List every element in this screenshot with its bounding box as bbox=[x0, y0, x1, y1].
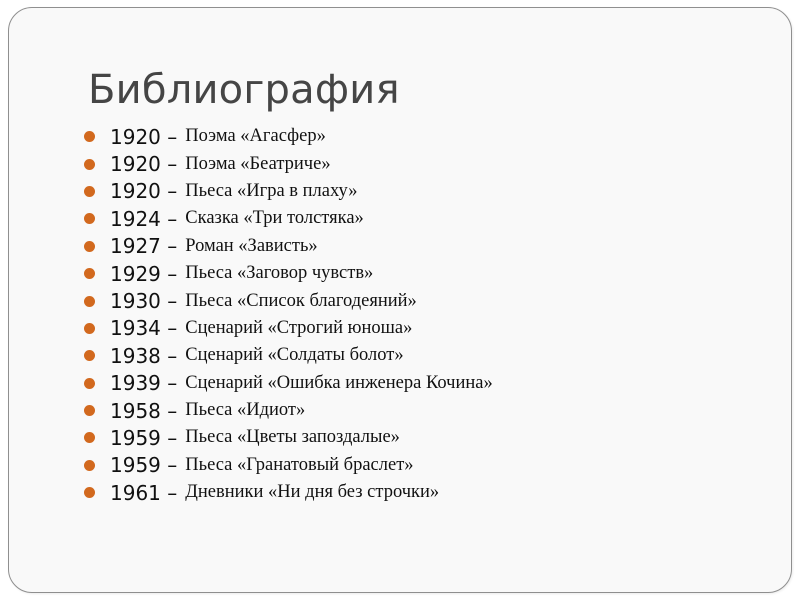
bullet-icon bbox=[84, 159, 95, 170]
bullet-icon bbox=[84, 432, 95, 443]
list-item bbox=[84, 342, 774, 369]
item-year: 1930 – bbox=[110, 289, 178, 314]
item-year: 1920 – bbox=[110, 179, 178, 204]
item-text: Пьеса «Список благодеяний» bbox=[185, 290, 417, 311]
item-year: 1959 – bbox=[110, 425, 178, 450]
item-year: 1961 – bbox=[110, 480, 178, 505]
item-year: 1927 – bbox=[110, 234, 178, 259]
list-item bbox=[84, 178, 774, 205]
item-text: Пьеса «Гранатовый браслет» bbox=[185, 454, 414, 475]
item-text: Дневники «Ни дня без строчки» bbox=[185, 482, 440, 503]
bullet-icon bbox=[84, 268, 95, 279]
item-text: Роман «Зависть» bbox=[185, 235, 318, 256]
item-text: Сценарий «Строгий юноша» bbox=[185, 317, 413, 338]
list-item bbox=[84, 260, 774, 287]
bullet-icon bbox=[84, 241, 95, 252]
item-text: Сказка «Три толстяка» bbox=[185, 208, 364, 229]
list-item bbox=[84, 397, 774, 424]
item-text: Пьеса «Цветы запоздалые» bbox=[185, 427, 400, 448]
item-text: Пьеса «Игра в плаху» bbox=[185, 180, 358, 201]
item-year: 1929 – bbox=[110, 261, 178, 286]
bullet-icon bbox=[84, 323, 95, 334]
bullet-icon bbox=[84, 378, 95, 389]
bullet-icon bbox=[84, 131, 95, 142]
item-text: Сценарий «Ошибка инженера Кочина» bbox=[185, 372, 493, 393]
list-item bbox=[84, 150, 774, 177]
bullet-icon bbox=[84, 213, 95, 224]
item-text: Пьеса «Заговор чувств» bbox=[185, 263, 374, 284]
list-item bbox=[84, 205, 774, 232]
item-text: Поэма «Агасфер» bbox=[185, 126, 326, 147]
list-item bbox=[84, 452, 774, 479]
item-year: 1958 – bbox=[110, 398, 178, 423]
list-item bbox=[84, 370, 774, 397]
item-text: Поэма «Беатриче» bbox=[185, 153, 331, 174]
list-item bbox=[84, 233, 774, 260]
slide-title: Библиография bbox=[88, 67, 400, 113]
bullet-icon bbox=[84, 296, 95, 307]
bullet-icon bbox=[84, 186, 95, 197]
list-item bbox=[84, 479, 774, 506]
item-text: Пьеса «Идиот» bbox=[185, 400, 306, 421]
list-item bbox=[84, 123, 774, 150]
item-year: 1934 – bbox=[110, 316, 178, 341]
item-year: 1924 – bbox=[110, 206, 178, 231]
item-year: 1920 – bbox=[110, 152, 178, 177]
list-item bbox=[84, 287, 774, 314]
item-year: 1920 – bbox=[110, 124, 178, 149]
bibliography-list bbox=[84, 123, 774, 506]
list-item bbox=[84, 315, 774, 342]
list-item bbox=[84, 424, 774, 451]
bullet-icon bbox=[84, 487, 95, 498]
bullet-icon bbox=[84, 460, 95, 471]
bullet-icon bbox=[84, 405, 95, 416]
item-year: 1938 – bbox=[110, 343, 178, 368]
bullet-icon bbox=[84, 350, 95, 361]
item-year: 1959 – bbox=[110, 453, 178, 478]
item-year: 1939 – bbox=[110, 371, 178, 396]
item-text: Сценарий «Солдаты болот» bbox=[185, 345, 404, 366]
